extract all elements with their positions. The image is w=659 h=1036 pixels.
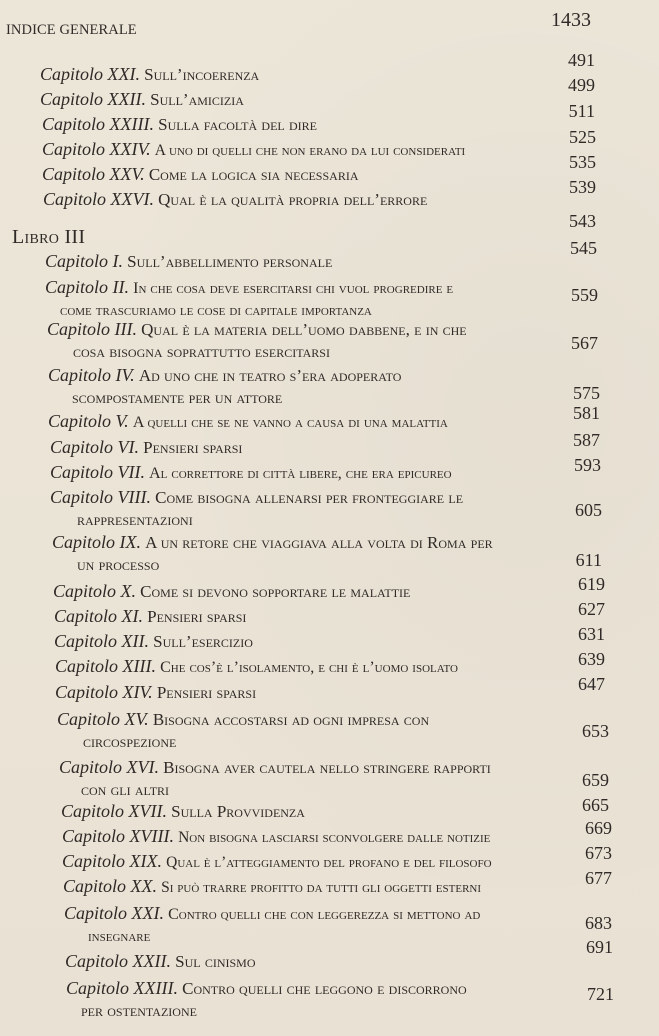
chapter-title: Qual è la qualità propria dell’errore: [158, 190, 428, 209]
chapter-page: 669: [585, 818, 612, 838]
chapter-title-continued: rappresentazioni: [77, 510, 193, 529]
toc-entry: [54, 630, 253, 653]
chapter-title: Come si devono sopportare le malattie: [140, 582, 411, 601]
chapter-title-continued: cosa bisogna soprattutto esercitarsi: [73, 342, 330, 361]
chapter-label: Capitolo XXIII.: [42, 114, 154, 134]
chapter-page: 539: [569, 177, 596, 197]
book-heading: Libro III: [12, 226, 86, 248]
chapter-label: Capitolo II.: [45, 277, 129, 297]
chapter-title-continued: scompostamente per un attore: [72, 388, 283, 407]
chapter-page: 647: [578, 674, 605, 694]
toc-entry: [50, 461, 452, 485]
chapter-title: Al correttore di città libere, che era epicureo: [149, 465, 452, 482]
chapter-label: Capitolo XXI.: [64, 903, 164, 923]
chapter-label: Capitolo XX.: [63, 876, 157, 896]
toc-entry: [55, 655, 458, 679]
chapter-title-continued: con gli altri: [81, 780, 170, 799]
chapter-title: Sull’amicizia: [150, 90, 244, 109]
toc-entry: [40, 88, 244, 111]
chapter-title: Pensieri sparsi: [143, 438, 243, 457]
toc-entry: [48, 364, 401, 409]
toc-entry: [65, 950, 256, 973]
chapter-page: 525: [569, 127, 596, 147]
chapter-label: Capitolo XXVI.: [43, 189, 154, 209]
chapter-page: 619: [578, 574, 605, 594]
chapter-page: 691: [586, 937, 613, 957]
chapter-page: 665: [582, 795, 609, 815]
chapter-page: 535: [569, 152, 596, 172]
toc-entry: [48, 410, 448, 434]
chapter-page: 677: [585, 868, 612, 888]
chapter-page: 659: [582, 770, 609, 790]
chapter-label: Capitolo VI.: [50, 437, 139, 457]
chapter-title: Contro quelli che con leggerezza si mettono ad: [168, 906, 481, 923]
toc-entry: [64, 902, 480, 948]
toc-entry: [40, 63, 259, 86]
chapter-page: 639: [578, 649, 605, 669]
chapter-page: 605: [575, 500, 602, 520]
chapter-label: Capitolo XIII.: [55, 656, 156, 676]
toc-entry: [59, 756, 491, 801]
chapter-label: Capitolo XIV.: [55, 682, 153, 702]
chapter-title: Sull’abbellimento personale: [127, 252, 333, 271]
chapter-title: In che cosa deve esercitarsi chi vuol progredire e: [133, 280, 454, 297]
chapter-title: Come la logica sia necessaria: [148, 165, 359, 184]
chapter-label: Capitolo XXV.: [42, 164, 145, 184]
chapter-title: A uno di quelli che non erano da lui considerati: [154, 142, 466, 159]
chapter-label: Capitolo IV.: [48, 365, 135, 385]
chapter-label: Capitolo XI.: [54, 606, 143, 626]
chapter-page: 683: [585, 913, 612, 933]
chapter-title: Sull’incoerenza: [144, 65, 260, 84]
chapter-page: 611: [575, 550, 602, 570]
book-page-ref: 543: [569, 211, 596, 231]
chapter-label: Capitolo III.: [47, 319, 137, 339]
chapter-title: Sull’esercizio: [153, 632, 253, 651]
chapter-title: Bisogna aver cautela nello stringere rapporti: [163, 758, 491, 777]
toc-entry: [42, 163, 359, 186]
chapter-title-continued: circospezione: [83, 732, 177, 751]
chapter-title: Sulla Provvidenza: [171, 802, 305, 821]
chapter-label: Capitolo VIII.: [50, 487, 151, 507]
chapter-page: 653: [582, 721, 609, 741]
chapter-label: Capitolo XVII.: [61, 801, 167, 821]
chapter-label: Capitolo VII.: [50, 462, 145, 482]
toc-entry: [42, 113, 317, 136]
chapter-page: 673: [585, 843, 612, 863]
toc-entry: [43, 188, 427, 211]
chapter-label: Capitolo I.: [45, 251, 124, 271]
toc-entry: [62, 850, 492, 874]
chapter-title: A un retore che viaggiava alla volta di Roma per: [145, 533, 493, 552]
chapter-page: 559: [571, 285, 598, 305]
toc-entry: [42, 138, 465, 162]
toc-entry: [50, 436, 242, 459]
chapter-title: Si può trarre profitto da tutti gli oggetti esterni: [161, 879, 482, 896]
chapter-label: Capitolo XXIV.: [42, 139, 151, 159]
chapter-label: Capitolo IX.: [52, 532, 141, 552]
chapter-label: Capitolo XIX.: [62, 851, 162, 871]
toc-entry: [54, 605, 246, 628]
toc-entry: [62, 825, 490, 849]
toc-entry: [50, 486, 463, 531]
toc-entry: [55, 681, 256, 704]
chapter-title-continued: come trascuriamo le cose di capitale importanza: [60, 302, 372, 319]
chapter-page: 499: [568, 75, 595, 95]
chapter-label: Capitolo XVIII.: [62, 826, 174, 846]
toc-entry: [57, 708, 429, 753]
chapter-title: Non bisogna lasciarsi sconvolgere dalle notizie: [178, 829, 491, 846]
chapter-title-continued: insegnare: [88, 928, 151, 945]
chapter-title: Contro quelli che leggono e discorrono: [182, 979, 467, 998]
chapter-title: Qual è la materia dell’uomo dabbene, e in che: [141, 320, 467, 339]
toc-entry: [53, 580, 410, 603]
chapter-label: Capitolo XVI.: [59, 757, 159, 777]
chapter-title: Sulla facoltà del dire: [158, 115, 317, 134]
chapter-page: 627: [578, 599, 605, 619]
chapter-title: Pensieri sparsi: [156, 683, 257, 702]
chapter-label: Capitolo X.: [53, 581, 137, 601]
chapter-page: 587: [573, 430, 600, 450]
chapter-title: A quelli che se ne vanno a causa di una malattia: [132, 414, 448, 431]
chapter-page: 545: [570, 238, 597, 258]
toc-entry: [52, 531, 493, 576]
chapter-label: Capitolo XXIII.: [66, 978, 178, 998]
toc-entry: [45, 276, 453, 322]
chapter-page: 575: [573, 383, 600, 403]
chapter-title: Che cos’è l’isolamento, e chi è l’uomo isolato: [160, 659, 458, 676]
chapter-title-continued: un processo: [77, 555, 160, 574]
chapter-page: 593: [574, 455, 601, 475]
chapter-label: Capitolo V.: [48, 411, 129, 431]
chapter-title: Pensieri sparsi: [147, 607, 247, 626]
chapter-title: Qual è l’atteggiamento del profano e del filosofo: [166, 854, 492, 871]
running-head: INDICE GENERALE: [6, 22, 137, 38]
chapter-title: Sul cinismo: [175, 952, 256, 971]
chapter-page: 567: [571, 333, 598, 353]
chapter-label: Capitolo XV.: [57, 709, 149, 729]
chapter-title: Come bisogna allenarsi per fronteggiare le: [155, 488, 464, 507]
toc-entry: [63, 875, 481, 899]
chapter-page: 721: [587, 984, 614, 1004]
chapter-title: Ad uno che in teatro s’era adoperato: [138, 366, 402, 385]
chapter-page: 491: [568, 50, 595, 70]
toc-entry: [47, 318, 467, 363]
toc-entry: [61, 800, 305, 823]
toc-entry: [66, 977, 467, 1022]
toc-entry: [45, 250, 332, 273]
chapter-page: 581: [573, 403, 600, 423]
chapter-label: Capitolo XXII.: [65, 951, 171, 971]
chapter-title: Bisogna accostarsi ad ogni impresa con: [152, 710, 430, 729]
chapter-label: Capitolo XII.: [54, 631, 149, 651]
chapter-label: Capitolo XXII.: [40, 89, 146, 109]
chapter-page: 511: [568, 101, 595, 121]
page-number: 1433: [551, 9, 591, 31]
chapter-title-continued: per ostentazione: [81, 1001, 197, 1020]
chapter-label: Capitolo XXI.: [40, 64, 140, 84]
chapter-page: 631: [578, 624, 605, 644]
